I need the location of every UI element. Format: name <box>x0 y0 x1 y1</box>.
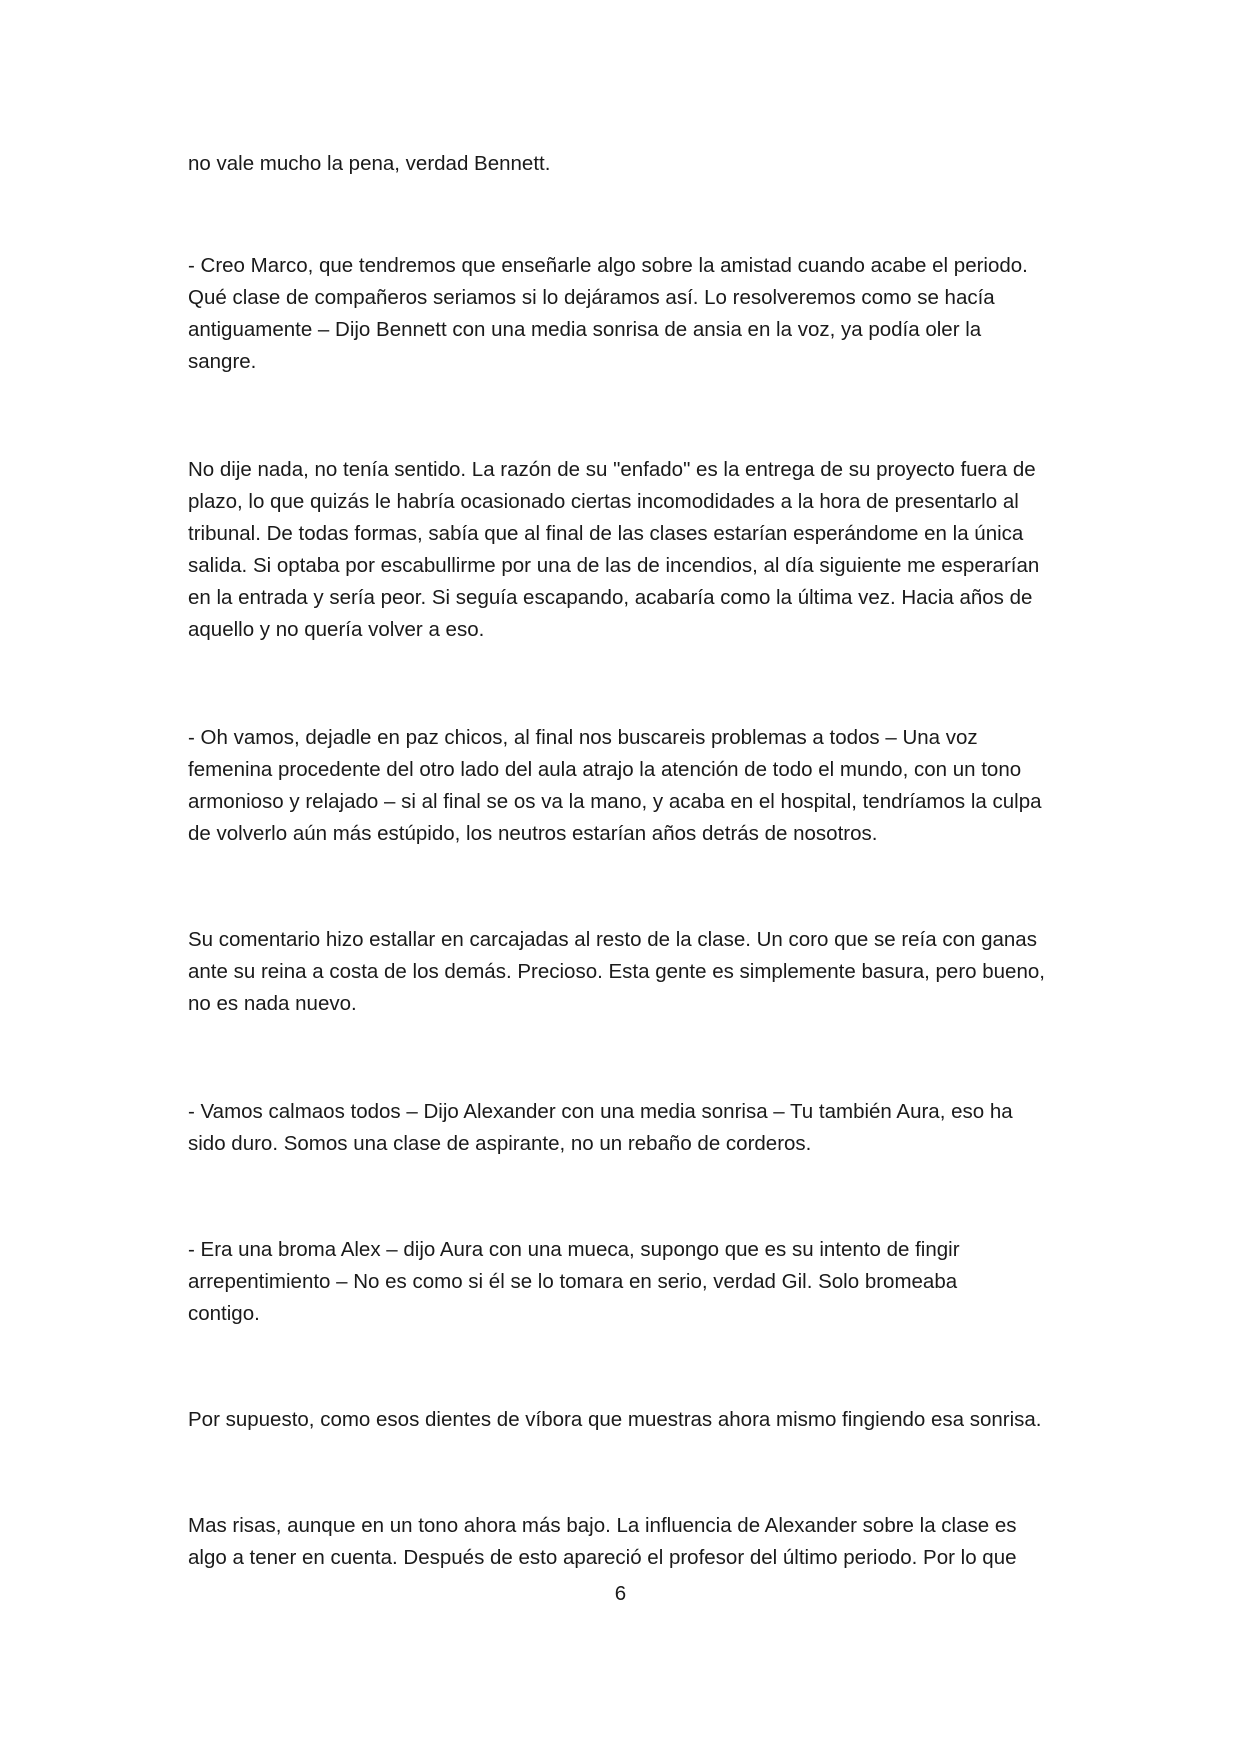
paragraph-4: - Oh vamos, dejadle en paz chicos, al final nos buscareis problemas a todos – Una voz femenina procedente del otro lado del aula atrajo la atención de todo el mundo, con un tono armonioso y relajado – si al final se os va la mano, y acaba en el hospital, tendríamos la culpa de volverlo aún más estúpido, los neutros estarían años detrás de nosotros. <box>188 726 1042 845</box>
paragraph-1: no vale mucho la pena, verdad Bennett. <box>188 152 551 175</box>
paragraph-7: - Era una broma Alex – dijo Aura con una mueca, supongo que es su intento de fingir arrepentimiento – No es como si él se lo tomara en serio, verdad Gil. Solo bromeaba contigo. <box>188 1238 960 1325</box>
page-number: 6 <box>614 1582 627 1605</box>
paragraph-9: Mas risas, aunque en un tono ahora más bajo. La influencia de Alexander sobre la clase es algo a tener en cuenta. Después de esto apareció el profesor del último periodo. Por lo que <box>188 1514 1017 1569</box>
paragraph-6: - Vamos calmaos todos – Dijo Alexander con una media sonrisa – Tu también Aura, eso ha sido duro. Somos una clase de aspirante, no un rebaño de corderos. <box>188 1100 1013 1155</box>
paragraph-3: No dije nada, no tenía sentido. La razón de su "enfado" es la entrega de su proyecto fuera de plazo, lo que quizás le habría ocasionado ciertas incomodidades a la hora de presentarlo al tribunal. De todas formas, sabía que al final de las clases estarían esperándome en la única salida. Si optaba por escabullirme por una de las de incendios, al día siguiente me esperarían en la entrada y sería peor. Si seguía escapando, acabaría como la última vez. Hacia años de aquello y no quería volver a eso. <box>188 458 1040 641</box>
paragraph-2: - Creo Marco, que tendremos que enseñarle algo sobre la amistad cuando acabe el periodo. Qué clase de compañeros seriamos si lo dejáramos así. Lo resolveremos como se hacía antiguamente – Dijo Bennett con una media sonrisa de ansia en la voz, ya podía oler la sangre. <box>188 254 1028 373</box>
paragraph-8: Por supuesto, como esos dientes de víbora que muestras ahora mismo fingiendo esa sonrisa. <box>188 1408 1042 1431</box>
paragraph-5: Su comentario hizo estallar en carcajadas al resto de la clase. Un coro que se reía con ganas ante su reina a costa de los demás. Precioso. Esta gente es simplemente basura, pero bueno, no es nada nuevo. <box>188 928 1045 1015</box>
